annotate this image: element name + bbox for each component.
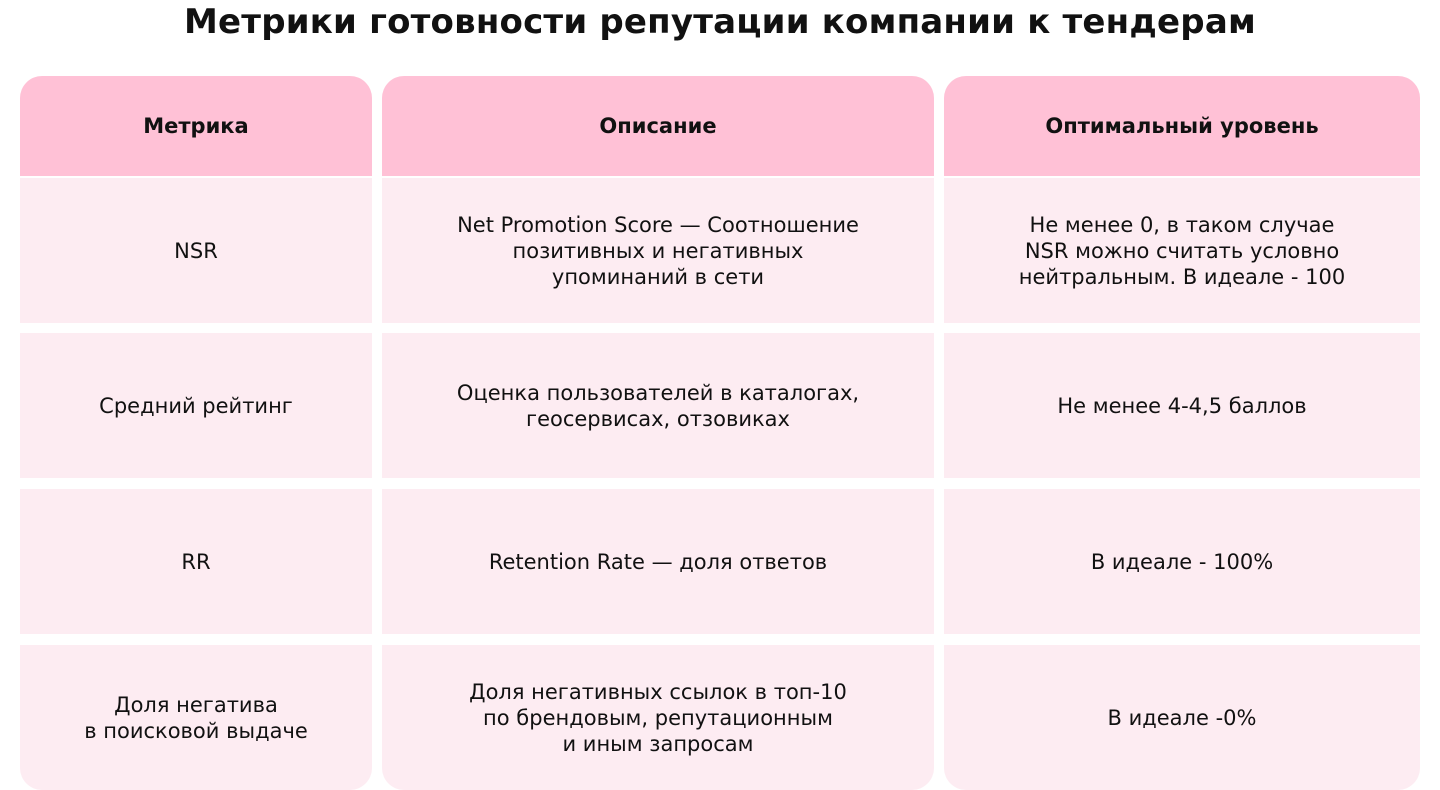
page-title: Метрики готовности репутации компании к тендерам <box>184 2 1256 42</box>
cell-description-nsr: Net Promotion Score — Соотношение позитивных и негативных упоминаний в сети <box>382 178 934 323</box>
header-description: Описание <box>382 76 934 176</box>
cell-metric-nsr: NSR <box>20 178 372 323</box>
column-description <box>382 76 934 790</box>
cell-optimal-nsr: Не менее 0, в таком случае NSR можно считать условно нейтральным. В идеале - 100 <box>944 178 1420 323</box>
cell-optimal-avg-rating: Не менее 4-4,5 баллов <box>944 333 1420 478</box>
column-optimal <box>944 76 1420 790</box>
header-metric: Метрика <box>20 76 372 176</box>
cell-description-rr: Retention Rate — доля ответов <box>382 489 934 634</box>
header-optimal: Оптимальный уровень <box>944 76 1420 176</box>
cell-metric-negative-share: Доля негатива в поисковой выдаче <box>20 645 372 790</box>
cell-description-avg-rating: Оценка пользователей в каталогах, геосервисах, отзовиках <box>382 333 934 478</box>
cell-metric-avg-rating: Средний рейтинг <box>20 333 372 478</box>
cell-optimal-rr: В идеале - 100% <box>944 489 1420 634</box>
column-metric <box>20 76 372 790</box>
cell-metric-rr: RR <box>20 489 372 634</box>
cell-description-negative-share: Доля негативных ссылок в топ-10 по брендовым, репутационным и иным запросам <box>382 645 934 790</box>
cell-optimal-negative-share: В идеале -0% <box>944 645 1420 790</box>
